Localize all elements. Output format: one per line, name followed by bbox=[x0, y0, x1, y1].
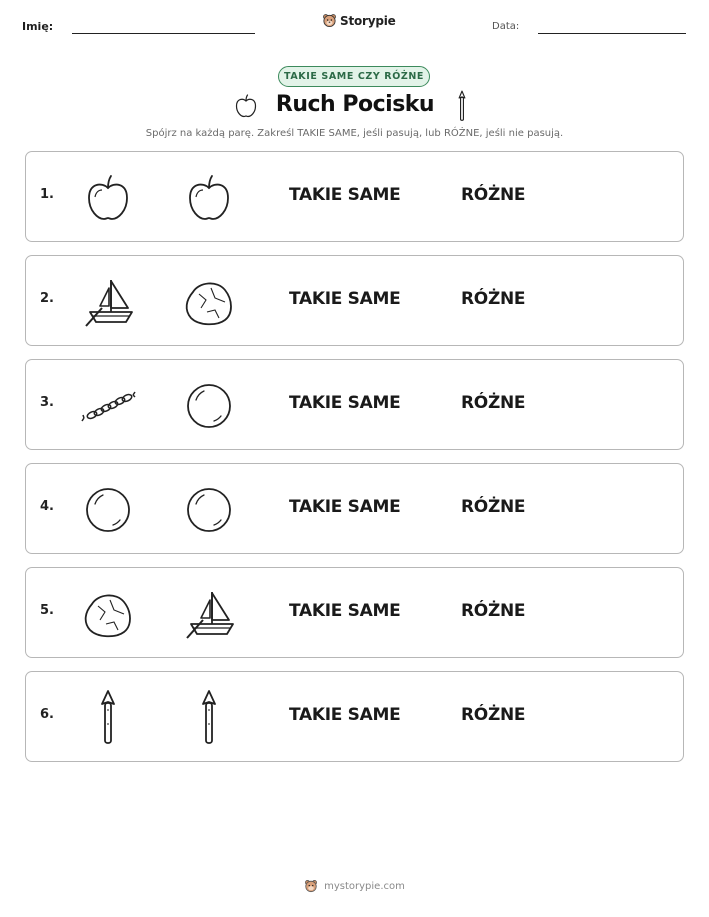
row-number: 2. bbox=[40, 291, 54, 306]
comparison-row bbox=[25, 463, 684, 554]
spear-icon bbox=[181, 690, 237, 746]
option-same[interactable]: TAKIE SAME bbox=[289, 497, 401, 517]
footer-website[interactable]: mystorypie.com bbox=[324, 880, 405, 892]
rock-icon bbox=[181, 274, 237, 330]
worksheet-type-badge: TAKIE SAME CZY RÓŻNE bbox=[278, 66, 430, 87]
option-same[interactable]: TAKIE SAME bbox=[289, 705, 401, 725]
option-different[interactable]: RÓŻNE bbox=[461, 497, 526, 517]
brand-logo bbox=[322, 13, 396, 28]
spear-icon bbox=[80, 690, 136, 746]
apple-icon bbox=[80, 170, 136, 226]
apple-icon bbox=[232, 92, 260, 120]
option-same[interactable]: TAKIE SAME bbox=[289, 289, 401, 309]
option-different[interactable]: RÓŻNE bbox=[461, 289, 526, 309]
mascot-icon bbox=[304, 879, 318, 893]
option-different[interactable]: RÓŻNE bbox=[461, 393, 526, 413]
comparison-row bbox=[25, 359, 684, 450]
mascot-icon bbox=[322, 13, 337, 28]
rock-icon bbox=[80, 586, 136, 642]
brand-name: Storypie bbox=[340, 13, 396, 28]
comparison-row bbox=[25, 671, 684, 762]
option-same[interactable]: TAKIE SAME bbox=[289, 185, 401, 205]
worksheet-title: Ruch Pocisku bbox=[275, 92, 435, 117]
spear-icon bbox=[452, 90, 472, 122]
date-write-line bbox=[538, 33, 686, 34]
worksheet-header bbox=[0, 0, 709, 60]
comparison-row bbox=[25, 151, 684, 242]
comparison-row bbox=[25, 255, 684, 346]
boat-icon bbox=[181, 586, 237, 642]
name-label: Imię: bbox=[22, 20, 54, 33]
comparison-row bbox=[25, 567, 684, 658]
instructions-text: Spójrz na każdą parę. Zakreśl TAKIE SAME, jeśli pasują, lub RÓŻNE, jeśli nie pasują. bbox=[145, 128, 564, 139]
apple-icon bbox=[181, 170, 237, 226]
option-same[interactable]: TAKIE SAME bbox=[289, 601, 401, 621]
row-number: 3. bbox=[40, 395, 54, 410]
option-different[interactable]: RÓŻNE bbox=[461, 601, 526, 621]
option-different[interactable]: RÓŻNE bbox=[461, 705, 526, 725]
footer bbox=[0, 879, 709, 893]
bubble-icon bbox=[181, 482, 237, 538]
boat-icon bbox=[80, 274, 136, 330]
bubble-icon bbox=[80, 482, 136, 538]
row-number: 4. bbox=[40, 499, 54, 514]
row-number: 5. bbox=[40, 603, 54, 618]
rope-icon bbox=[80, 378, 136, 434]
option-different[interactable]: RÓŻNE bbox=[461, 185, 526, 205]
name-write-line bbox=[72, 33, 255, 34]
row-number: 1. bbox=[40, 187, 54, 202]
option-same[interactable]: TAKIE SAME bbox=[289, 393, 401, 413]
date-label: Data: bbox=[492, 21, 520, 32]
row-number: 6. bbox=[40, 707, 54, 722]
bubble-icon bbox=[181, 378, 237, 434]
